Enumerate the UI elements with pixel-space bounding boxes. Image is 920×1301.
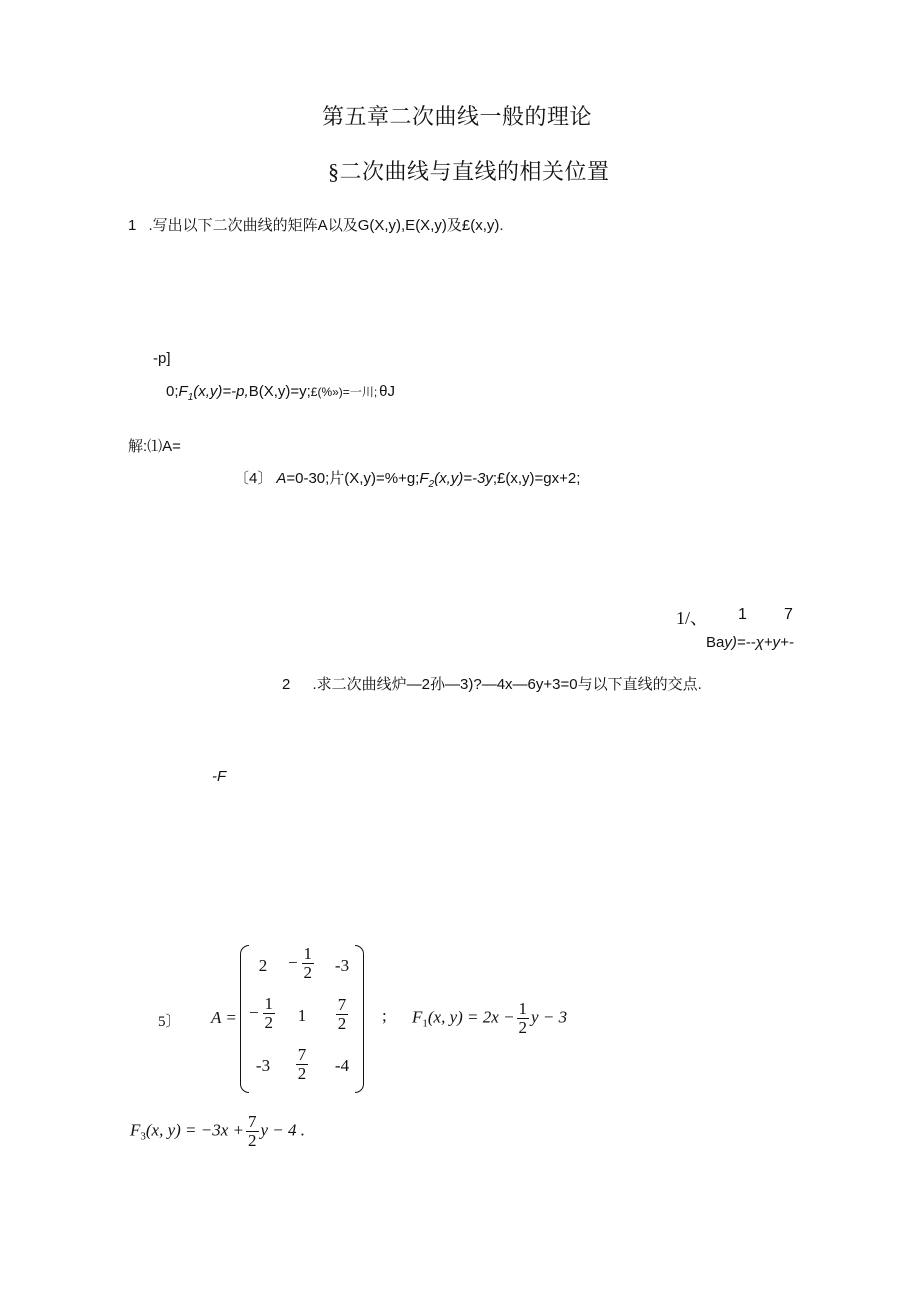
line-4-f: ;£(x,y)=gx+2;: [492, 470, 581, 487]
right-fragment-b: 1: [738, 606, 747, 623]
matrix-cell: [243, 995, 283, 1032]
fraction: [296, 1046, 309, 1083]
problem-1: [128, 214, 504, 235]
fragment-2: -F: [212, 768, 227, 785]
f3-frac-den: 2: [248, 1130, 257, 1150]
f1-frac-num: 1: [518, 999, 528, 1018]
fraction-numerator: 7: [297, 1045, 307, 1064]
line-1-a: 0;: [166, 383, 179, 400]
right-fragment-line: [706, 634, 794, 651]
matrix-a: [240, 945, 364, 1093]
minus-sign: −: [248, 1003, 259, 1023]
line-1-d: B(X,y)=y;: [248, 383, 311, 400]
matrix-cell: [282, 945, 322, 982]
line-1-f2: θJ: [379, 383, 395, 400]
f3-subscript: 3: [140, 1130, 146, 1143]
chapter-title: 第五章二次曲线一般的理论: [322, 104, 593, 129]
fraction-numerator: 1: [264, 994, 274, 1013]
f1-lhs: (x, y) = 2x −: [427, 1007, 515, 1027]
fraction: [336, 996, 349, 1033]
problem-1-text: .写出以下二次曲线的矩阵A以及G(X,y),E(X,y)及£(x,y).: [148, 217, 504, 234]
problem-2-text: .求二次曲线炉—2孙—3)?—4x—6y+3=0与以下直线的交点.: [312, 676, 702, 693]
right-fragment-a: 1/、: [676, 608, 709, 628]
line-1-c: (x,y)=-p,: [193, 383, 249, 400]
matrix-lhs: A =: [211, 1008, 237, 1027]
matrix-cell-frac: [288, 945, 316, 982]
line-4-e: (x,y)=-3y: [434, 470, 493, 487]
f1-subscript: 1: [422, 1017, 428, 1030]
matrix-cell: [282, 1045, 322, 1083]
problem-1-number: 1: [128, 217, 137, 234]
line-4-d: F: [419, 470, 429, 487]
fraction: [302, 945, 315, 982]
line-1-f-subscript: 1: [187, 392, 194, 403]
f3-rhs: y − 4 .: [260, 1120, 306, 1140]
right-fragment-d: Ba: [706, 634, 725, 651]
fraction: [263, 995, 276, 1032]
fraction-numerator: 7: [337, 995, 347, 1014]
f1-symbol: F: [412, 1007, 423, 1027]
matrix-cell-frac: [294, 1046, 311, 1083]
f3-fraction: [246, 1113, 259, 1150]
f3-frac-num: 7: [248, 1112, 257, 1131]
fragment-1: -p]: [153, 350, 171, 367]
fraction-denominator: 2: [297, 1063, 307, 1083]
problem-2: [282, 673, 702, 694]
line-4-c: =0-30;片(X,y)=%+g;: [286, 470, 420, 487]
line-1-e: £(%»)=一川;: [310, 385, 378, 399]
matrix-cell: [322, 995, 362, 1033]
fraction-denominator: 2: [303, 962, 313, 982]
section-title: §二次曲线与直线的相关位置: [328, 159, 610, 184]
line-1-f: F: [178, 383, 188, 400]
line-4-d-subscript: 2: [428, 479, 435, 490]
line-4-b: A: [276, 470, 287, 487]
minus-sign: −: [287, 953, 298, 973]
f1-fraction: [517, 1000, 530, 1037]
f1-frac-den: 2: [518, 1017, 528, 1037]
right-fragment-e: y)=--χ+y+-: [724, 634, 794, 651]
matrix-cell: 2: [258, 956, 268, 975]
matrix-cell: -3: [255, 1056, 271, 1075]
fraction-denominator: 2: [264, 1012, 274, 1032]
solution-label: 解:⑴A=: [128, 438, 181, 455]
f3-symbol: F: [130, 1120, 141, 1140]
fraction-denominator: 2: [337, 1013, 347, 1033]
matrix-cell: -4: [334, 1056, 350, 1075]
separator: ;: [382, 1006, 387, 1025]
line-4-a: 〔4〕: [234, 470, 273, 487]
line-1: [166, 383, 395, 403]
matrix-cell: 1: [297, 1006, 307, 1025]
fraction-numerator: 1: [303, 944, 313, 963]
f3-equation: [130, 1113, 305, 1150]
f1-equation: [412, 1000, 567, 1037]
matrix-cell-frac: [249, 995, 277, 1032]
line-4: [234, 467, 580, 490]
problem-2-number: 2: [282, 676, 291, 693]
f1-rhs: y − 3: [531, 1007, 568, 1027]
matrix-cell-frac: [334, 996, 351, 1033]
right-fragment-c: 7: [784, 606, 793, 623]
part-5-label: 5〕: [158, 1014, 181, 1030]
f3-lhs: (x, y) = −3x +: [145, 1120, 245, 1140]
matrix-cell: -3: [334, 956, 350, 975]
